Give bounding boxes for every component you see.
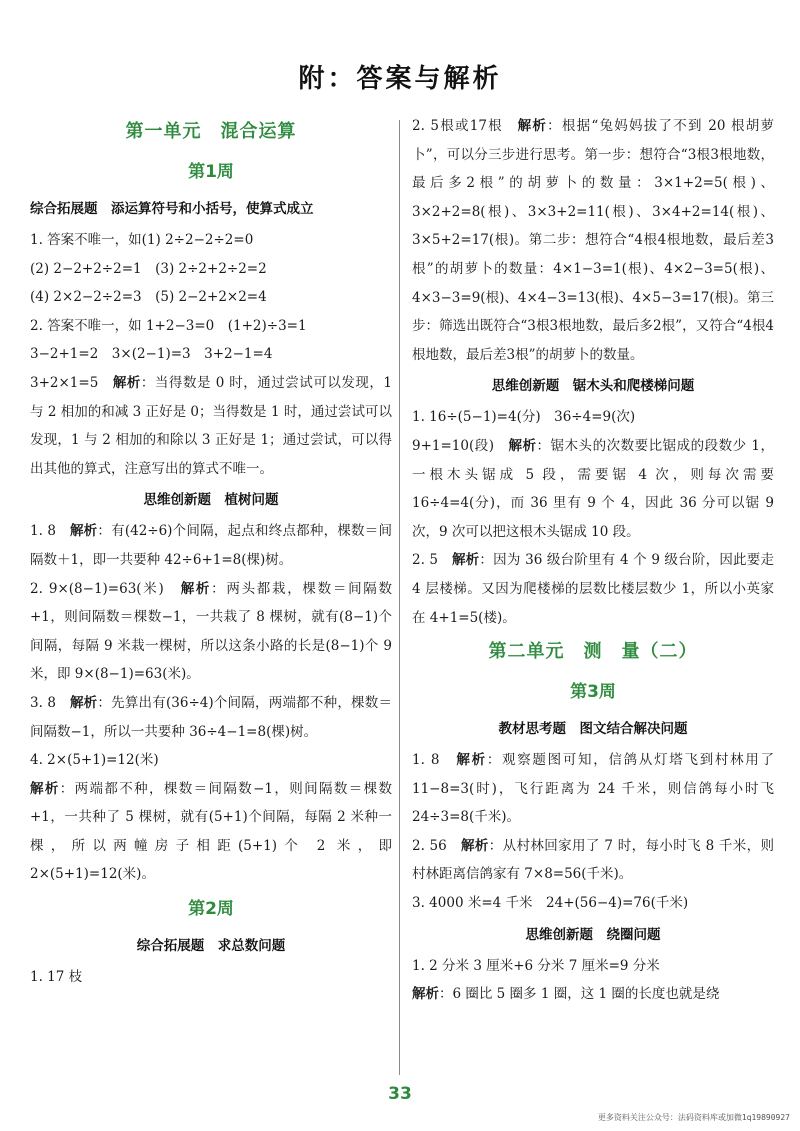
analysis-label: 解析 [460,837,489,854]
left-column [30,112,392,992]
analysis-label: 解析 [112,374,141,391]
answer-paragraph [412,746,774,832]
answer-text: 2. 5 [412,552,452,569]
footer-note: 更多资料关注公众号：法码资料库或加微1q19890927 [597,1113,790,1122]
analysis-label: 解析 [180,580,212,597]
unit-title: 第一单元 混合运算 [125,121,297,142]
analysis-text: ：从村林回家用了 7 时，每小时飞 8 千米，则村林距离信鸽家有 7×8=56(千米)。 [412,837,775,883]
section-title: 综合拓展题 添运算符号和小括号，使算式成立 [30,201,314,217]
answer-text: 2. 56 [412,837,461,854]
answer-text: 3. 8 [30,694,70,711]
analysis-text: ：有(42÷6)个间隔，起点和终点都种，棵数＝间隔数＋1，即一共要种 42÷6+1=8(棵)树。 [30,523,393,568]
answer-line: 4. 2×(5+1)=12(米) [30,752,159,769]
analysis-label: 解析 [517,118,548,134]
answer-text: 1. 8 [30,523,70,540]
analysis-label: 解析 [30,780,60,797]
answer-line: 1. 16÷(5−1)=4(分) 36÷4=9(次) [412,409,636,426]
answer-paragraph [412,832,774,889]
section-title: 思维创新题 植树问题 [143,492,279,509]
answer-text: 9+1=10(段) [412,437,509,454]
answer-line: 3−2+1=2 3×(2−1)=3 3+2−1=4 [30,346,273,363]
section-title: 教材思考题 图文结合解决问题 [498,721,688,738]
answer-line: (2) 2−2+2÷2=1 (3) 2÷2+2÷2=2 [30,260,267,277]
analysis-label: 解析 [508,437,537,454]
answer-paragraph [412,432,774,546]
section-title: 综合拓展题 求总数问题 [136,938,286,955]
analysis-label: 解析 [69,523,98,540]
answer-paragraph [30,575,392,689]
answer-paragraph [30,689,392,746]
analysis-label: 解析 [451,552,480,569]
answer-paragraph [412,980,774,1009]
answer-text: 1. 8 [412,752,457,769]
analysis-text: ：当得数是 0 时，通过尝试可以发现，1 与 2 相加的和减 3 正好是 0；当得数是 1 时，通过尝试可以发现，1 与 2 相加的和除以 3 正好是 1；通过尝试，可以得出其他的算式，注意写出的算式不唯一。 [30,374,393,477]
analysis-label: 解析 [69,694,98,711]
analysis-text: ：因为 36 级台阶里有 4 个 9 级台阶，因此要走 4 层楼梯。又因为爬楼梯的层数比楼层数少 1，所以小英家在 4+1=5(楼)。 [412,552,775,626]
analysis-label: 解析 [456,752,487,769]
answer-line: 3. 4000 米=4 千米 24+(56−4)=76(千米) [412,895,689,912]
unit-title: 第二单元 测 量（二） [488,641,698,663]
answer-paragraph [30,775,392,889]
analysis-text: ：两头都栽，棵数＝间隔数+1，则间隔数＝棵数−1，一共栽了 8 棵树，就有(8−1)个间隔，每隔 9 米栽一棵树，所以这条小路的长是(8−1)个 9 米，即 9×(8−1)=63(米)。 [30,580,393,683]
answer-text: 3+2×1=5 [30,374,113,391]
week-title: 第1周 [188,162,234,182]
week-title: 第2周 [188,899,234,920]
answer-line: 2. 答案不唯一，如 1+2−3=0 (1+2)÷3=1 [30,317,307,334]
column-divider [399,120,400,1075]
section-title: 思维创新题 绕圈问题 [525,926,661,943]
analysis-text: ：根据“兔妈妈拔了不到 20 根胡萝卜”，可以分三步进行思考。第一步：想符合“3根3根地数，最后多2根”的胡萝卜的数量：3×1+2=5(根)、3×2+2=8(根)、3×3+2=11(根)、3×4+2=14(根)、3×5+2=17(根)。第二步：想符合“4根4根地数，最后差3根”的胡萝卜的数量：4×1−3=1(根)、4×2−3=5(根)、4×3−3=9(根)、4×4−3=13(根)、4×5−3=17(根)。第三步：筛选出既符合“3根3根地数，最后多2根”，又符合“4根4根地数，最后差3根”的胡萝卜的数量。 [412,118,774,363]
right-column [412,112,774,1009]
answer-line: 1. 2 分米 3 厘米+6 分米 7 厘米=9 分米 [412,957,660,974]
analysis-text: ：先算出有(36÷4)个间隔，两端都不种，棵数＝间隔数−1，所以一共要种 36÷4−1=8(棵)树。 [30,694,393,740]
week-title: 第3周 [570,682,616,703]
page-title: 附：答案与解析 [298,64,502,94]
analysis-label: 解析 [412,986,439,1003]
answer-text: 2. 5根或17根 [412,118,518,134]
answer-paragraph [30,369,392,483]
analysis-text: ：观察题图可知，信鸽从灯塔飞到村林用了 11−8=3(时)，飞行距离为 24 千米，则信鸽每小时飞 24÷3=8(千米)。 [412,752,775,826]
answer-text: 2. 9×(8−1)=63(米) [30,580,181,597]
section-title: 思维创新题 锯木头和爬楼梯问题 [491,378,695,395]
answer-paragraph [30,517,392,574]
page-number: 33 [388,1084,412,1104]
answer-paragraph [412,112,774,369]
answer-line: 1. 答案不唯一，如(1) 2÷2−2÷2=0 [30,232,254,248]
answer-paragraph [412,546,774,632]
analysis-text: ：6 圈比 5 圈多 1 圈，这 1 圈的长度也就是绕 [439,986,720,1003]
answer-line: 1. 17 枝 [30,969,83,986]
analysis-text: ：两端都不种，棵数＝间隔数−1，则间隔数＝棵数+1，一共种了 5 棵树，就有(5+1)个间隔，每隔 2 米种一棵，所以两幢房子相距(5+1)个 2 米，即 2×(5+1)=12(米)。 [30,780,392,883]
answer-line: (4) 2×2−2÷2=3 (5) 2−2+2×2=4 [30,289,267,306]
analysis-text: ：锯木头的次数要比锯成的段数少 1，一根木头锯成 5 段，需要锯 4 次，则每次需要 16÷4=4(分)，而 36 里有 9 个 4，因此 36 分可以锯 9 次，9 次可以把这根木头锯成 10 段。 [412,437,774,540]
